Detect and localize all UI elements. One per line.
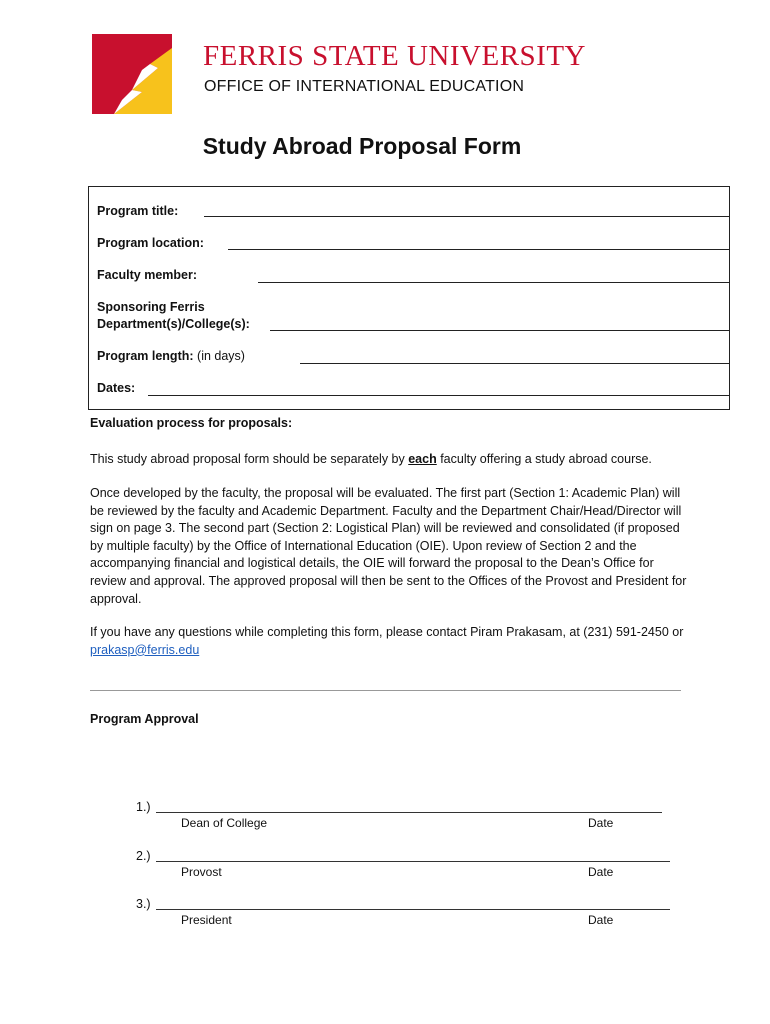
dates-label: Dates: — [97, 381, 136, 395]
evaluation-paragraph-2: Once developed by the faculty, the proposal will be evaluated. The first part (Section 1: Academic Plan) will be reviewed by the faculty and Academic Department. Faculty and the Department Chair/Head/Director will sign on page 3. The second part (Section 2: Logistical Plan) will be reviewed and consolidated (if proposed by multiple faculty) by the Office of International Education (OIE). Upon review of Section 2 and the accompanying financial and logistical details, the OIE will forward the proposal to the Dean’s Office for review and approval. The approved proposal will then be sent to the Offices of the Provost and President for approval. — [90, 486, 687, 606]
signature-role-provost: Provost — [181, 865, 222, 879]
signature-number-1: 1.) — [136, 800, 151, 814]
program-info-box — [88, 186, 730, 410]
sponsoring-department-field[interactable] — [270, 330, 729, 331]
program-approval-heading: Program Approval — [90, 712, 199, 726]
evaluation-paragraph-1: This study abroad proposal form should be separately by each faculty offering a study abroad course. — [90, 452, 652, 466]
office-name: OFFICE OF INTERNATIONAL EDUCATION — [204, 78, 525, 95]
university-name: FERRIS STATE UNIVERSITY — [203, 40, 586, 72]
program-location-field[interactable] — [228, 249, 729, 250]
program-length-note: (in days) — [197, 349, 245, 363]
emphasis-each: each — [408, 452, 437, 466]
contact-paragraph: If you have any questions while completing this form, please contact Piram Prakasam, at (231) 591-2450 or prakasp@ferris.edu — [90, 625, 684, 657]
signature-line-provost[interactable] — [156, 861, 670, 862]
signature-number-3: 3.) — [136, 897, 151, 911]
page-title: Study Abroad Proposal Form — [202, 133, 522, 159]
signature-role-president: President — [181, 913, 232, 927]
signature-date-label-1: Date — [588, 816, 614, 830]
program-title-label: Program title: — [97, 204, 179, 218]
program-length-field[interactable] — [300, 363, 729, 364]
sponsoring-label-line1: Sponsoring Ferris — [97, 300, 205, 314]
university-logo — [92, 34, 172, 114]
faculty-member-label: Faculty member: — [97, 268, 198, 282]
dates-field[interactable] — [148, 395, 729, 396]
signature-role-dean: Dean of College — [181, 816, 268, 830]
program-length-label: Program length: (in days) — [97, 349, 245, 363]
program-location-label: Program location: — [97, 236, 204, 250]
signature-date-label-3: Date — [588, 913, 614, 927]
program-title-field[interactable] — [204, 216, 729, 217]
signature-line-president[interactable] — [156, 909, 670, 910]
signature-line-dean[interactable] — [156, 812, 662, 813]
faculty-member-field[interactable] — [258, 282, 729, 283]
contact-email-link[interactable]: prakasp@ferris.edu — [90, 642, 200, 657]
sponsoring-label-line2: Department(s)/College(s): — [97, 317, 250, 331]
signature-number-2: 2.) — [136, 849, 151, 863]
evaluation-heading: Evaluation process for proposals: — [90, 416, 293, 430]
section-divider — [90, 690, 681, 691]
signature-date-label-2: Date — [588, 865, 614, 879]
